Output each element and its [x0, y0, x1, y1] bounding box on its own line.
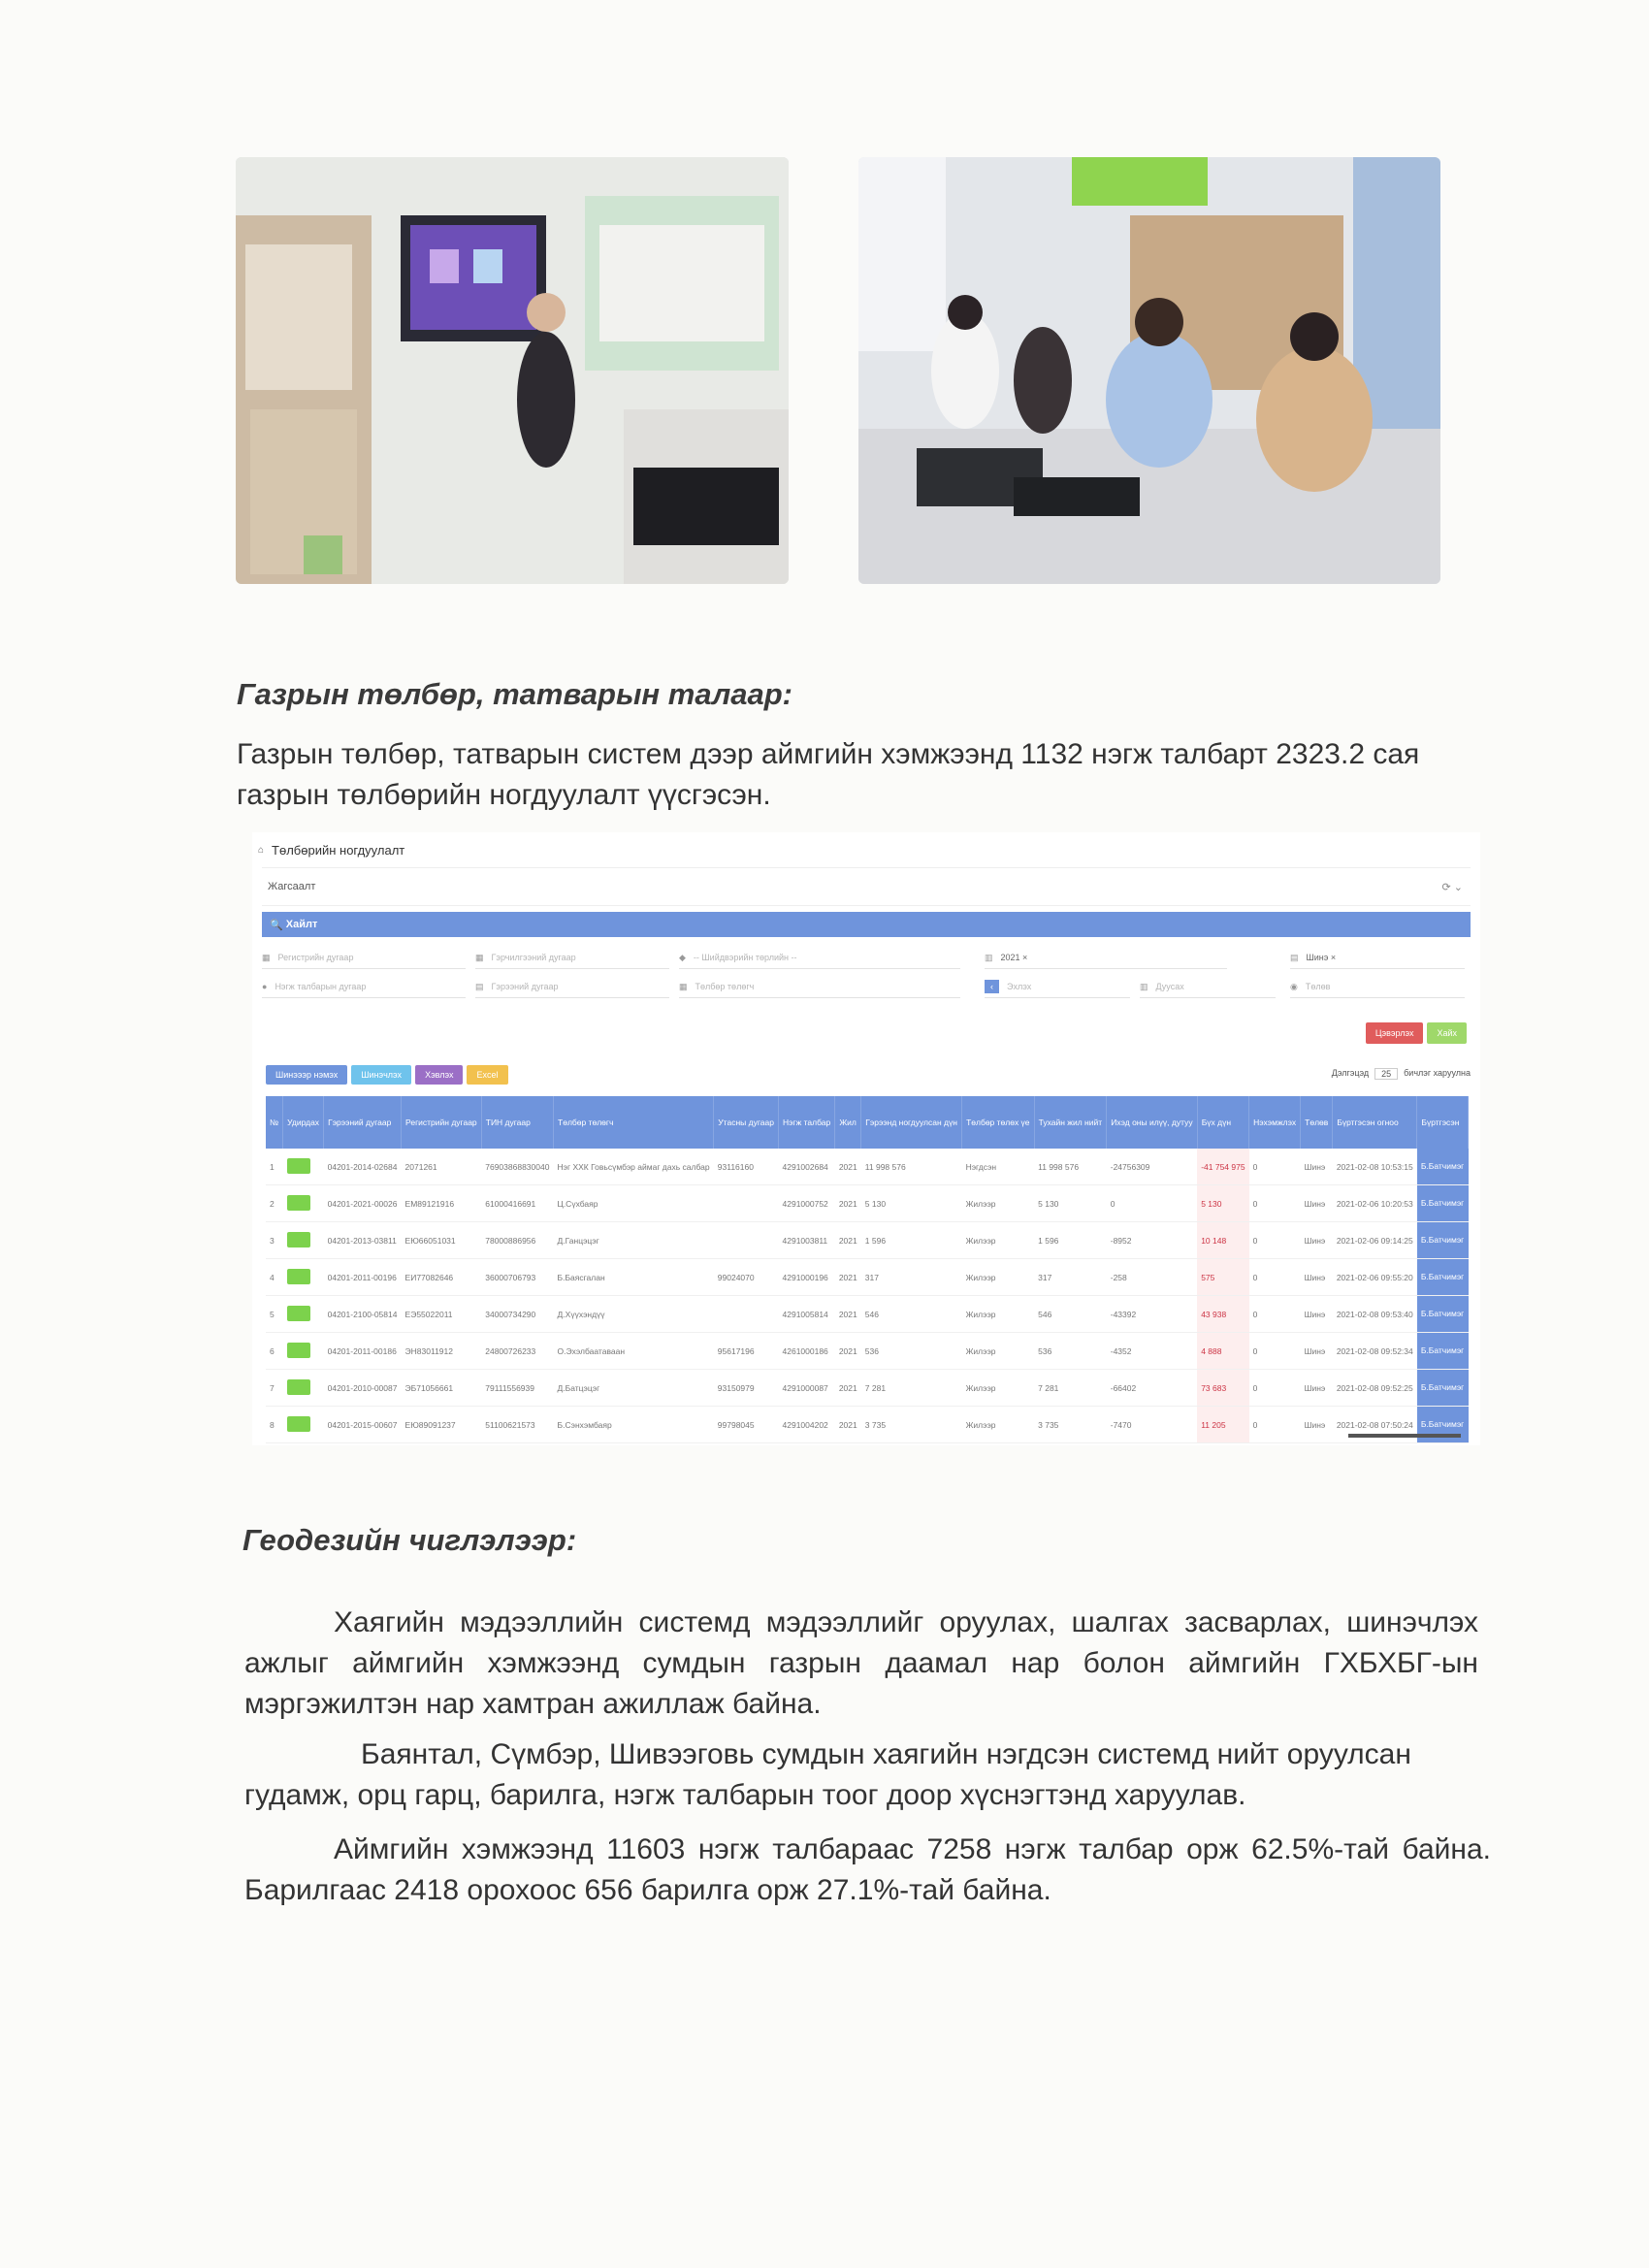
table-cell: 04201-2021-00026	[324, 1185, 402, 1222]
table-cell: 575	[1197, 1259, 1248, 1296]
table-cell: -4352	[1107, 1333, 1197, 1370]
table-cell: Д.Ганцэцэг	[554, 1222, 714, 1259]
manage-cell	[283, 1259, 324, 1296]
table-cell: 34000734290	[481, 1296, 553, 1333]
table-cell: Нэг ХХК Говьсүмбэр аймаг дахь салбар	[554, 1149, 714, 1185]
table-row[interactable]	[266, 1149, 1469, 1185]
app-topbar	[252, 832, 1480, 867]
assessment-table	[266, 1096, 1469, 1443]
table-cell: -24756309	[1107, 1149, 1197, 1185]
column-header[interactable]: Ихэд оны илүү, дутуу	[1107, 1096, 1197, 1149]
table-row[interactable]	[266, 1407, 1469, 1443]
table-cell: Шинэ	[1301, 1259, 1333, 1296]
table-cell: -7470	[1107, 1407, 1197, 1443]
table-cell: 43 938	[1197, 1296, 1248, 1333]
table-cell: ЭН83011912	[402, 1333, 482, 1370]
panel-title: Жагсаалт	[268, 881, 316, 892]
user-icon: ◉	[1290, 981, 1298, 991]
table-cell: 6	[266, 1333, 283, 1370]
parcel-filter[interactable]: ● Нэгж талбарын дугаар	[262, 976, 466, 998]
table-cell: Шинэ	[1301, 1222, 1333, 1259]
table-cell: Б.Батчимэг	[1417, 1407, 1469, 1443]
table-cell: Б.Сэнхэмбаяр	[554, 1407, 714, 1443]
table-cell: -258	[1107, 1259, 1197, 1296]
column-header[interactable]: ТИН дугаар	[481, 1096, 553, 1149]
refresh-button[interactable]: Шинэчлэх	[351, 1065, 411, 1085]
training-audience-photo	[858, 157, 1440, 584]
table-cell: 2021-02-06 10:20:53	[1333, 1185, 1417, 1222]
table-cell: 0	[1249, 1259, 1301, 1296]
table-cell: Д.Батцэцэг	[554, 1370, 714, 1407]
table-cell: Жилээр	[962, 1296, 1035, 1333]
table-cell: 2021	[835, 1222, 861, 1259]
table-cell: 1 596	[1034, 1222, 1107, 1259]
table-cell: 3 735	[1034, 1407, 1107, 1443]
table-row[interactable]	[266, 1370, 1469, 1407]
column-header[interactable]: Бүртгэсэн огноо	[1333, 1096, 1417, 1149]
table-cell: 4291002684	[779, 1149, 835, 1185]
table-cell: Шинэ	[1301, 1370, 1333, 1407]
table-cell: 317	[861, 1259, 962, 1296]
column-header[interactable]: №	[266, 1096, 283, 1149]
table-cell: 2021-02-06 09:14:25	[1333, 1222, 1417, 1259]
table-cell: 73 683	[1197, 1370, 1248, 1407]
status-select[interactable]: ▤ Шинэ ×	[1290, 947, 1465, 969]
table-cell: 4 888	[1197, 1333, 1248, 1370]
filter-form	[262, 937, 1471, 1073]
column-header[interactable]: Нэхэмжлэх	[1249, 1096, 1301, 1149]
start-date-filter[interactable]: ‹ Эхлэх	[985, 976, 1130, 998]
map-pin-icon: ●	[262, 982, 268, 991]
search-label: Хайлт	[285, 919, 318, 930]
table-row[interactable]	[266, 1222, 1469, 1259]
table-cell: 8	[266, 1407, 283, 1443]
table-cell: 2021-02-08 09:52:34	[1333, 1333, 1417, 1370]
column-header[interactable]: Гэрээний дугаар	[324, 1096, 402, 1149]
table-row[interactable]	[266, 1259, 1469, 1296]
table-cell: Б.Батчимэг	[1417, 1370, 1469, 1407]
table-cell: 546	[1034, 1296, 1107, 1333]
edit-icon[interactable]	[287, 1158, 310, 1174]
filter-actions	[1366, 1022, 1467, 1044]
table-cell: 04201-2100-05814	[324, 1296, 402, 1333]
table-cell: 99798045	[714, 1407, 779, 1443]
column-header[interactable]: Тухайн жил нийт	[1034, 1096, 1107, 1149]
table-cell: Жилээр	[962, 1185, 1035, 1222]
decision-type-select[interactable]: ◆ -- Шийдвэрийн төрлийн --	[679, 947, 960, 969]
table-cell: 2021	[835, 1370, 861, 1407]
table-cell: 11 998 576	[1034, 1149, 1107, 1185]
table-cell: 11 998 576	[861, 1149, 962, 1185]
document-icon: ▤	[1290, 952, 1299, 962]
table-cell: ЕЮ89091237	[402, 1407, 482, 1443]
table-cell: 2	[266, 1185, 283, 1222]
table-cell: Б.Батчимэг	[1417, 1333, 1469, 1370]
grid-icon: ▦	[475, 952, 484, 962]
table-cell: 2021-02-08 09:53:40	[1333, 1296, 1417, 1333]
table-cell: Б.Батчимэг	[1417, 1222, 1469, 1259]
table-cell: Б.Батчимэг	[1417, 1296, 1469, 1333]
training-presentation-photo	[236, 157, 789, 584]
table-cell: -43392	[1107, 1296, 1197, 1333]
table-cell	[714, 1222, 779, 1259]
tag-icon: ◆	[679, 952, 686, 962]
table-cell: ЕМ89121916	[402, 1185, 482, 1222]
table-cell: Ц.Сүхбаяр	[554, 1185, 714, 1222]
manage-cell	[283, 1407, 324, 1443]
table-cell: 536	[861, 1333, 962, 1370]
table-cell: -8952	[1107, 1222, 1197, 1259]
table-cell: 95617196	[714, 1333, 779, 1370]
table-cell: 2021	[835, 1407, 861, 1443]
paragraph-geodesy-3: Аймгийн хэмжээнд 11603 нэгж талбараас 7258 нэгж талбар орж 62.5%-тай байна. Барилгаас 2418 орохоос 656 барилга орж 27.1%-тай байна.	[244, 1833, 1491, 1906]
table-cell: Шинэ	[1301, 1185, 1333, 1222]
payment-assessment-screenshot	[252, 832, 1480, 1445]
table-cell: Б.Баясгалан	[554, 1259, 714, 1296]
section-heading-land-fee: Газрын төлбөр, татварын талаар:	[237, 677, 792, 711]
table-cell: 317	[1034, 1259, 1107, 1296]
edit-icon[interactable]	[287, 1306, 310, 1321]
table-cell: 3	[266, 1222, 283, 1259]
grid-icon: ▦	[262, 952, 271, 962]
column-header[interactable]: Бүх дүн	[1197, 1096, 1248, 1149]
column-header[interactable]: Бүртгэсэн	[1417, 1096, 1469, 1149]
table-cell: -66402	[1107, 1370, 1197, 1407]
column-header[interactable]: Төлөв	[1301, 1096, 1333, 1149]
table-cell: 51100621573	[481, 1407, 553, 1443]
table-cell: 04201-2013-03811	[324, 1222, 402, 1259]
table-cell: 78000886956	[481, 1222, 553, 1259]
column-header[interactable]: Төлбөр төлөх үе	[962, 1096, 1035, 1149]
table-cell: 61000416691	[481, 1185, 553, 1222]
table-cell: 4291004202	[779, 1407, 835, 1443]
table-cell	[714, 1185, 779, 1222]
table-cell: 4291000087	[779, 1370, 835, 1407]
table-cell: 1 596	[861, 1222, 962, 1259]
table-cell: 2021-02-08 07:50:24	[1333, 1407, 1417, 1443]
panel-controls[interactable]: ⟳ ⌄	[1441, 881, 1463, 893]
edit-icon[interactable]	[287, 1416, 310, 1432]
edit-icon[interactable]	[287, 1232, 310, 1247]
table-cell: 5 130	[861, 1185, 962, 1222]
page-size-select[interactable]: 25	[1374, 1068, 1398, 1080]
horizontal-scrollbar[interactable]	[1348, 1434, 1461, 1438]
table-cell: Жилээр	[962, 1259, 1035, 1296]
table-cell: ЕЮ66051031	[402, 1222, 482, 1259]
register-filter[interactable]: ▦ Регистрийн дугаар	[262, 947, 466, 969]
table-cell: Жилээр	[962, 1370, 1035, 1407]
table-cell: ЭБ71056661	[402, 1370, 482, 1407]
edit-icon[interactable]	[287, 1379, 310, 1395]
column-header[interactable]: Регистрийн дугаар	[402, 1096, 482, 1149]
table-cell: 2021	[835, 1185, 861, 1222]
table-cell: 0	[1107, 1185, 1197, 1222]
manage-cell	[283, 1149, 324, 1185]
section-heading-geodesy: Геодезийн чиглэлээр:	[242, 1523, 577, 1557]
table-cell: 1	[266, 1149, 283, 1185]
table-cell: 93150979	[714, 1370, 779, 1407]
table-cell: Шинэ	[1301, 1149, 1333, 1185]
table-cell: 93116160	[714, 1149, 779, 1185]
manage-cell	[283, 1185, 324, 1222]
paragraph-geodesy-2: Баянтал, Сүмбэр, Шивээговь сумдын хаягийн нэгдсэн системд нийт оруулсан гудамж, орц гарц, барилга, нэгж талбарын тоог доор хүснэгтэнд харуулав.	[244, 1738, 1411, 1811]
clear-button[interactable]: Цэвэрлэх	[1366, 1022, 1424, 1044]
table-cell: 79111556939	[481, 1370, 553, 1407]
certificate-filter[interactable]: ▦ Гэрчилгээний дугаар	[475, 947, 669, 969]
table-cell: 4	[266, 1259, 283, 1296]
table-cell: 0	[1249, 1333, 1301, 1370]
table-cell: Жилээр	[962, 1222, 1035, 1259]
table-cell: 2021-02-08 09:52:25	[1333, 1370, 1417, 1407]
year-select[interactable]: ▥ 2021 ×	[985, 947, 1227, 969]
table-cell: 04201-2011-00186	[324, 1333, 402, 1370]
table-row[interactable]	[266, 1296, 1469, 1333]
calendar-icon: ▥	[985, 952, 993, 962]
add-new-button[interactable]: Шинэээр нэмэх	[266, 1065, 347, 1085]
table-cell: 0	[1249, 1370, 1301, 1407]
table-cell: Шинэ	[1301, 1333, 1333, 1370]
user-filter[interactable]: ◉ Төлөв	[1290, 976, 1465, 998]
column-header[interactable]: Утасны дугаар	[714, 1096, 779, 1149]
table-cell: 2021	[835, 1296, 861, 1333]
list-panel-header	[262, 867, 1471, 906]
table-cell: 0	[1249, 1296, 1301, 1333]
table-cell: 2021-02-08 10:53:15	[1333, 1149, 1417, 1185]
table-cell: 0	[1249, 1407, 1301, 1443]
home-icon[interactable]: ⌂	[258, 844, 265, 856]
search-panel-header[interactable]	[262, 912, 1471, 937]
table-cell: Шинэ	[1301, 1296, 1333, 1333]
table-cell: Д.Хүүхэндүү	[554, 1296, 714, 1333]
table-cell: 7 281	[1034, 1370, 1107, 1407]
column-header[interactable]: Жил	[835, 1096, 861, 1149]
calendar-icon: ▥	[1140, 981, 1148, 991]
table-cell: 7	[266, 1370, 283, 1407]
table-cell: Б.Батчимэг	[1417, 1185, 1469, 1222]
column-header[interactable]: Удирдах	[283, 1096, 324, 1149]
breadcrumb: Төлбөрийн ногдуулалт	[272, 842, 405, 858]
column-header[interactable]: Төлбөр төлөгч	[554, 1096, 714, 1149]
table-row[interactable]	[266, 1333, 1469, 1370]
table-cell: 536	[1034, 1333, 1107, 1370]
end-date-filter[interactable]: ▥ Дуусах	[1140, 976, 1276, 998]
search-icon: 🔍	[270, 919, 286, 931]
chevron-left-icon: ‹	[985, 980, 999, 993]
table-cell: 99024070	[714, 1259, 779, 1296]
paragraph-land-fee: Газрын төлбөр, татварын систем дээр аймгийн хэмжээнд 1132 нэгж талбарт 2323.2 сая газрын төлбөрийн ногдуулалт үүсгэсэн.	[237, 738, 1420, 811]
table-cell: 2071261	[402, 1149, 482, 1185]
manage-cell	[283, 1333, 324, 1370]
table-cell: Шинэ	[1301, 1407, 1333, 1443]
table-cell: 76903868830040	[481, 1149, 553, 1185]
table-cell: ЕИ77082646	[402, 1259, 482, 1296]
table-cell: 2021	[835, 1259, 861, 1296]
table-cell: 2021	[835, 1333, 861, 1370]
edit-icon[interactable]	[287, 1195, 310, 1211]
table-cell: 5 130	[1034, 1185, 1107, 1222]
table-cell: 0	[1249, 1185, 1301, 1222]
table-cell: 4261000186	[779, 1333, 835, 1370]
table-cell: 04201-2015-00607	[324, 1407, 402, 1443]
grid-icon: ▦	[679, 981, 688, 991]
table-cell: 11 205	[1197, 1407, 1248, 1443]
table-toolbar	[266, 1065, 508, 1085]
table-cell: 04201-2014-02684	[324, 1149, 402, 1185]
column-header[interactable]: Нэгж талбар	[779, 1096, 835, 1149]
table-cell: 7 281	[861, 1370, 962, 1407]
table-cell: 0	[1249, 1149, 1301, 1185]
table-cell	[714, 1296, 779, 1333]
table-cell: 4291003811	[779, 1222, 835, 1259]
contract-filter[interactable]: ▤ Гэрээний дугаар	[475, 976, 669, 998]
table-cell: 4291000196	[779, 1259, 835, 1296]
manage-cell	[283, 1370, 324, 1407]
document-icon: ▤	[475, 981, 484, 991]
table-cell: Б.Батчимэг	[1417, 1259, 1469, 1296]
page-size-control[interactable]: Дэлгэцэд 25 бичлэг харуулна	[1331, 1068, 1471, 1079]
table-cell: Жилээр	[962, 1333, 1035, 1370]
table-cell: 24800726233	[481, 1333, 553, 1370]
table-cell: 4291000752	[779, 1185, 835, 1222]
table-cell: 10 148	[1197, 1222, 1248, 1259]
table-row[interactable]	[266, 1185, 1469, 1222]
search-button[interactable]: Хайх	[1427, 1022, 1467, 1044]
table-cell: 5 130	[1197, 1185, 1248, 1222]
table-cell: 3 735	[861, 1407, 962, 1443]
table-cell: -41 754 975	[1197, 1149, 1248, 1185]
table-cell: Нэгдсэн	[962, 1149, 1035, 1185]
edit-icon[interactable]	[287, 1269, 310, 1284]
paragraph-geodesy-1: Хаягийн мэдээллийн системд мэдээллийг оруулах, шалгах засварлах, шинэчлэх ажлыг аймгийн хэмжээнд сумдын газрын даамал нар болон аймгийн ГХБХБГ-ын мэргэжилтэн нар хамтран ажиллаж байна.	[244, 1606, 1478, 1720]
print-button[interactable]: Хэвлэх	[415, 1065, 463, 1085]
table-cell: Б.Батчимэг	[1417, 1149, 1469, 1185]
table-cell: О.Эхэлбаатаваан	[554, 1333, 714, 1370]
export-button[interactable]: Excel	[467, 1065, 507, 1085]
table-cell: 4291005814	[779, 1296, 835, 1333]
table-cell: 04201-2010-00087	[324, 1370, 402, 1407]
payer-filter[interactable]: ▦ Төлбөр төлөгч	[679, 976, 960, 998]
table-cell: 04201-2011-00196	[324, 1259, 402, 1296]
manage-cell	[283, 1296, 324, 1333]
edit-icon[interactable]	[287, 1343, 310, 1358]
table-header-row	[266, 1096, 1469, 1149]
table-cell: 0	[1249, 1222, 1301, 1259]
table-cell: 36000706793	[481, 1259, 553, 1296]
table-cell: 2021	[835, 1149, 861, 1185]
table-cell: 546	[861, 1296, 962, 1333]
table-cell: 5	[266, 1296, 283, 1333]
table-cell: Жилээр	[962, 1407, 1035, 1443]
table-cell: ЕЭ55022011	[402, 1296, 482, 1333]
manage-cell	[283, 1222, 324, 1259]
column-header[interactable]: Гэрээнд ногдуулсан дүн	[861, 1096, 962, 1149]
table-cell: 2021-02-06 09:55:20	[1333, 1259, 1417, 1296]
